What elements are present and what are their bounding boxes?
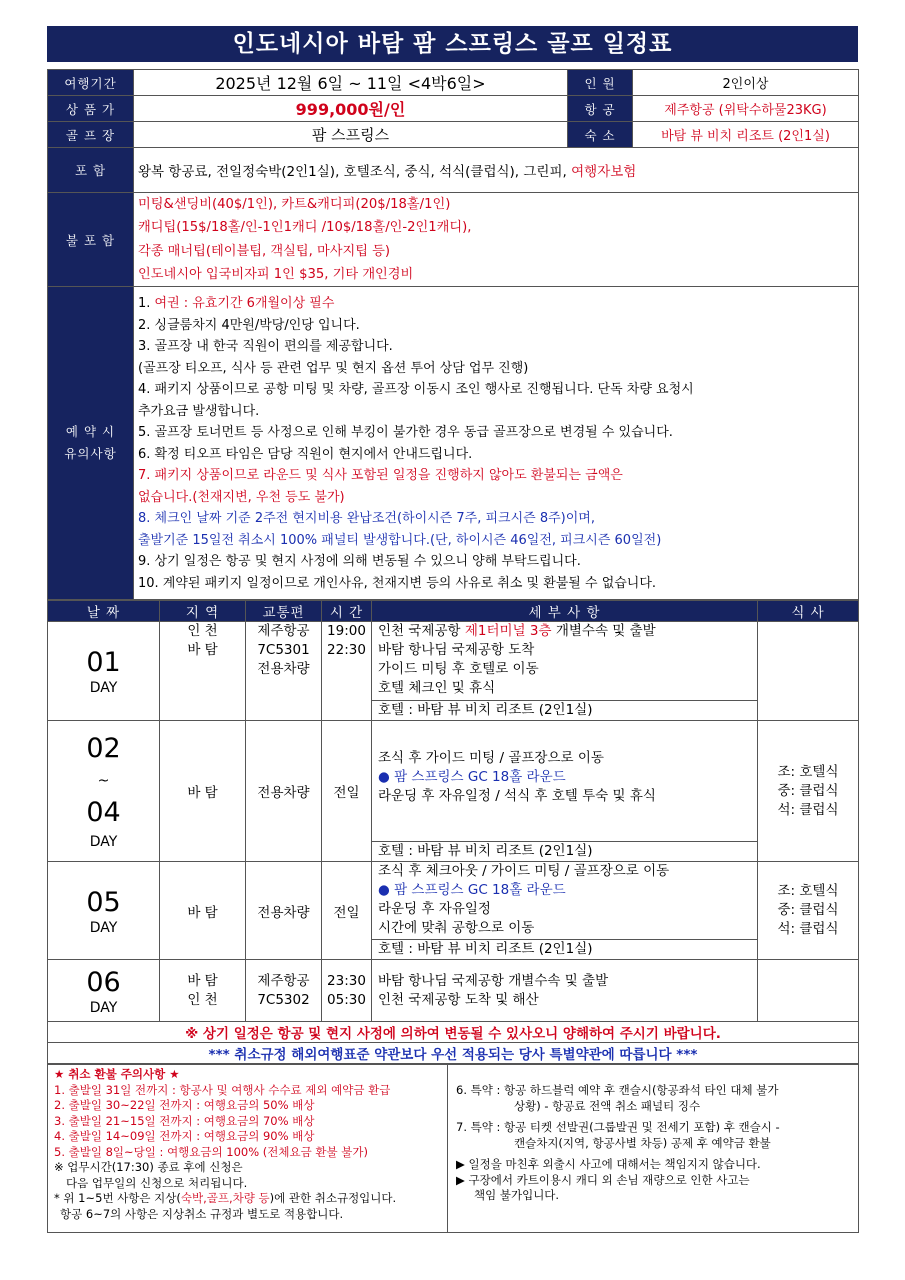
note-10: 10. 계약된 패키지 일정이므로 개인사유, 천재지변 등의 사유로 취소 및 환불될 수 없습니다. [138, 575, 657, 591]
special-term: 6. 특약 : 항공 하드블럭 예약 후 캔슬시(항공좌석 타인 대체 불가 [456, 1083, 779, 1098]
people-label: 인 원 [568, 70, 633, 96]
note-4b: 추가요금 발생합니다. [138, 403, 260, 419]
hotel-line: 호텔 : 바탐 뷰 비치 리조트 (2인1실) [372, 841, 757, 861]
region-cell: 바 탐 [160, 721, 246, 862]
day-cell [48, 622, 160, 721]
note-3: 3. 골프장 내 한국 직원이 편의를 제공합니다. [138, 339, 393, 355]
cancel-rule: 2. 출발일 30~22일 전까지 : 여행요금의 50% 배상 [54, 1098, 315, 1113]
day-label: DAY [89, 999, 118, 1016]
note-6: 6. 확정 티오프 타임은 담당 직원이 현지에서 안내드립니다. [138, 446, 473, 462]
special-terms [448, 1065, 859, 1233]
exclude-item: 각종 매너팁(테이블팁, 객실팁, 마사지팁 등) [138, 243, 391, 259]
notes-label [48, 287, 134, 600]
airline-value: 제주항공 (위탁수하물23KG) [633, 96, 859, 122]
price-label: 상 품 가 [48, 96, 134, 122]
day-range-sep: ~ [97, 773, 110, 790]
day-number: 02 [86, 733, 121, 765]
meals-cell [758, 960, 859, 1022]
col-time: 시 간 [322, 601, 372, 622]
note-8: 8. 체크인 날짜 기준 2주전 현지비용 완납조건(하이시즌 7주, 피크시즌 8주)이며, [138, 511, 595, 527]
note-7: 7. 패키지 상품이므로 라운드 및 식사 포함된 일정을 진행하지 않아도 환불되는 금액은 [138, 468, 623, 484]
day-row-05 [48, 862, 859, 960]
bullet-icon: ● [378, 882, 390, 899]
special-term: ▶ 일정을 마친후 외출시 사고에 대해서는 책임지지 않습니다. [456, 1157, 761, 1172]
cancel-rule: 4. 출발일 14~09일 전까지 : 여행요금의 90% 배상 [54, 1129, 315, 1144]
trip-info-table [47, 69, 859, 600]
transport-cell: 전용차량 [246, 721, 322, 862]
region-cell: 바 탐 [160, 862, 246, 960]
note-9: 9. 상기 일정은 항공 및 현지 사정에 의해 변동될 수 있으니 양해 부탁드립니다. [138, 554, 581, 570]
itinerary-page [47, 26, 858, 1233]
reservation-notes [134, 287, 859, 600]
cancel-rule: 3. 출발일 21~15일 전까지 : 여행요금의 70% 배상 [54, 1113, 315, 1128]
note-7b: 없습니다.(천재지변, 우천 등도 불가) [138, 489, 345, 505]
schedule-notice: ※ 상기 일정은 항공 및 현지 사정에 의하여 변동될 수 있사오니 양해하여 주시기 바랍니다. [48, 1022, 859, 1043]
scope-note: 항공 6~7의 사항은 지상취소 규정과 별도로 적용합니다. [60, 1206, 344, 1221]
notes-label-line: 예 약 시 [65, 424, 116, 440]
include-insurance: 여행자보험 [571, 164, 637, 180]
special-term: ▶ 구장에서 카트이용시 캐디 외 손님 재량으로 인한 사고는 [456, 1172, 750, 1187]
cancel-rule: 1. 출발일 31일 전까지 : 항공사 및 여행사 수수료 제외 예약금 환급 [54, 1082, 391, 1097]
exclude-item: 인도네시아 입국비자피 1인 $35, 기타 개인경비 [138, 266, 414, 282]
cancel-rule: 5. 출발일 8일~당일 : 여행요금의 100% (전체요금 환불 불가) [54, 1144, 368, 1159]
note-5: 5. 골프장 토너먼트 등 사정으로 인해 부킹이 불가한 경우 동급 골프장으로 변경될 수 있습니다. [138, 425, 673, 441]
day-row-06 [48, 960, 859, 1022]
time-cell: 전일 [322, 862, 372, 960]
details-cell: 인천 국제공항 제1터미널 3층 개별수속 및 출발 바탐 항나딤 국제공항 도착 가이드 미팅 후 호텔로 이동 호텔 체크인 및 휴식 호텔 : 바탐 뷰 비치 리조트 (2인1실) [372, 622, 758, 721]
meals-cell: 조: 호텔식 중: 클럽식 석: 클럽식 [758, 721, 859, 862]
day-label: DAY [89, 919, 118, 936]
transport-cell: 전용차량 [246, 862, 322, 960]
people-value: 2인이상 [633, 70, 859, 96]
meals-cell: 조: 호텔식 중: 클럽식 석: 클럽식 [758, 862, 859, 960]
day-label: DAY [89, 680, 118, 697]
day-row-01 [48, 622, 859, 721]
golf-label: 골 프 장 [48, 122, 134, 148]
day-number: 06 [86, 966, 121, 998]
hotel-line: 호텔 : 바탐 뷰 비치 리조트 (2인1실) [372, 700, 757, 720]
notes-label-line: 유의사항 [64, 446, 117, 462]
airline-label: 항 공 [568, 96, 633, 122]
exclude-item: 캐디팁(15$/18홀/인-1인1캐디 /10$/18홀/인-2인1캐디), [138, 220, 472, 236]
hotel-value: 바탐 뷰 비치 리조트 (2인1실) [633, 122, 859, 148]
exclude-item: 미팅&샌딩비(40$/1인), 카트&캐디피(20$/18홀/1인) [138, 197, 451, 212]
day-number: 04 [86, 797, 121, 829]
include-row [134, 148, 859, 193]
golf-value: 팜 스프링스 [134, 122, 568, 148]
hotel-label: 숙 소 [568, 122, 633, 148]
day-number: 05 [86, 886, 121, 918]
day-label: DAY [89, 834, 118, 851]
time-cell: 전일 [322, 721, 372, 862]
page-title: 인도네시아 바탐 팜 스프링스 골프 일정표 [47, 26, 858, 62]
note-8b: 출발기준 15일전 취소시 100% 패널티 발생합니다.(단, 하이시즌 46일전, 피크시즌 60일전) [138, 532, 662, 548]
price-value: 999,000원/인 [134, 96, 568, 122]
details-cell: 조식 후 체크아웃 / 가이드 미팅 / 골프장으로 이동 ● 팜 스프링스 GC 18홀 라운드 라운딩 후 자유일정 시간에 맞춰 공항으로 이동 호텔 : 바탐 뷰 비치 리조트 (2인1실) [372, 862, 758, 960]
region-cell: 바 탐 인 천 [160, 960, 246, 1022]
include-value: 왕복 항공료, 전일정숙박(2인1실), 호텔조식, 중식, 석식(클럽식), 그린피, [138, 164, 567, 180]
col-details: 세 부 사 항 [372, 601, 758, 622]
col-date: 날 짜 [48, 601, 160, 622]
col-meals: 식 사 [758, 601, 859, 622]
meals-cell [758, 622, 859, 721]
cancel-rules [48, 1065, 448, 1233]
col-transport: 교통편 [246, 601, 322, 622]
col-region: 지 역 [160, 601, 246, 622]
special-term: 캔슬차지(지역, 항공사별 차등) 공제 후 예약금 환불 [514, 1135, 771, 1150]
transport-cell: 제주항공 7C5301 전용차량 [246, 622, 322, 721]
day-number: 01 [86, 647, 121, 679]
exclude-list [134, 193, 859, 287]
day-cell [48, 862, 160, 960]
schedule-table [47, 600, 859, 1064]
office-hours-note: ※ 업무시간(17:30) 종료 후에 신청은 [54, 1160, 243, 1175]
exclude-label: 불 포 함 [48, 193, 134, 287]
day-cell [48, 960, 160, 1022]
day-cell [48, 721, 160, 862]
bullet-icon: ● [378, 769, 390, 786]
note-3b: (골프장 티오프, 식사 등 관련 업무 및 현지 옵션 투어 상담 업무 진행) [138, 360, 529, 376]
period-label: 여행기간 [48, 70, 134, 96]
day-row-02-04 [48, 721, 859, 862]
special-term: 상황) - 항공료 전액 취소 패널티 징수 [514, 1098, 701, 1113]
scope-note: * 위 1~5번 사항은 지상(숙박,골프,차량 등)에 관한 취소규정입니다. [54, 1191, 397, 1206]
hotel-line: 호텔 : 바탐 뷰 비치 리조트 (2인1실) [372, 939, 757, 959]
note-2: 2. 싱글룸차지 4만원/박당/인당 입니다. [138, 317, 360, 333]
cancel-policy-notice: *** 취소규정 해외여행표준 약관보다 우선 적용되는 당사 특별약관에 따릅니다 *** [48, 1043, 859, 1064]
details-cell: 조식 후 가이드 미팅 / 골프장으로 이동 ● 팜 스프링스 GC 18홀 라운드 라운딩 후 자유일정 / 석식 후 호텔 투숙 및 휴식 호텔 : 바탐 뷰 비치 리조트 (2인1실) [372, 721, 758, 862]
note-4: 4. 패키지 상품이므로 공항 미팅 및 차량, 골프장 이동시 조인 행사로 진행됩니다. 단독 차량 요청시 [138, 382, 694, 398]
cancel-title: ★ 취소 환불 주의사항 ★ [54, 1067, 180, 1082]
region-cell: 인 천 바 탐 [160, 622, 246, 721]
time-cell: 19:00 22:30 [322, 622, 372, 721]
special-term: 책임 불가입니다. [474, 1188, 560, 1203]
special-term: 7. 특약 : 항공 티켓 선발권(그룹발권 및 전세기 포함) 후 캔슬시 - [456, 1120, 780, 1135]
period-value: 2025년 12월 6일 ~ 11일 <4박6일> [134, 70, 568, 96]
office-hours-note: 다음 업무일의 신청으로 처리됩니다. [66, 1175, 248, 1190]
cancel-policy-table [47, 1064, 859, 1233]
time-cell: 23:30 05:30 [322, 960, 372, 1022]
details-cell: 바탐 항나딤 국제공항 개별수속 및 출발 인천 국제공항 도착 및 해산 [372, 960, 758, 1022]
include-label: 포 함 [48, 148, 134, 193]
note-1: 1. 여권 : 유효기간 6개월이상 필수 [138, 296, 335, 312]
transport-cell: 제주항공 7C5302 [246, 960, 322, 1022]
